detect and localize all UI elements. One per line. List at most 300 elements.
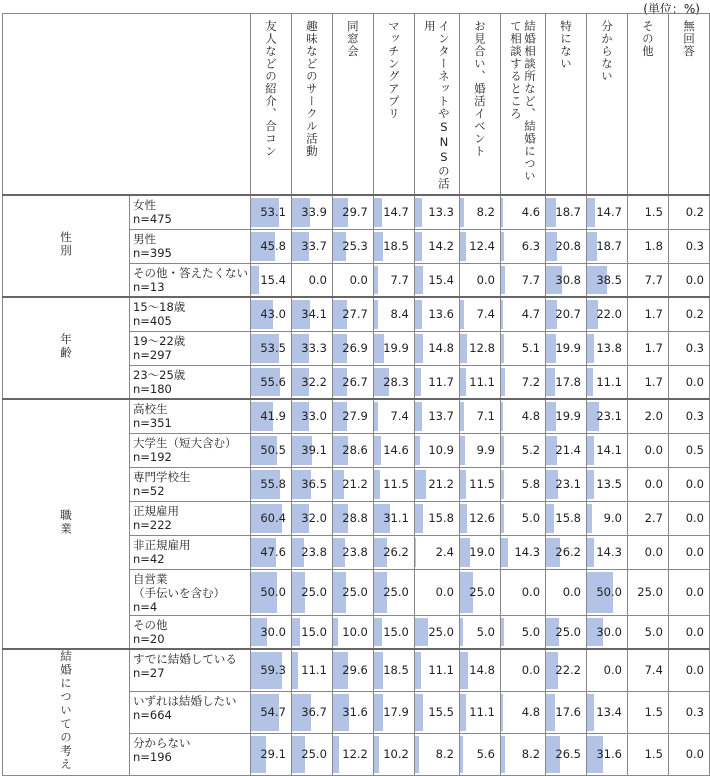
value-label: 12.8	[469, 341, 495, 355]
value-cell	[332, 535, 373, 569]
value-label: 0.0	[476, 272, 495, 287]
value-bar	[415, 368, 421, 397]
column-header	[668, 14, 709, 196]
value-label: 2.4	[435, 545, 454, 559]
value-bar	[587, 504, 592, 533]
value-label: 60.4	[260, 511, 286, 525]
value-bar	[374, 300, 378, 329]
value-label: 0.5	[685, 443, 704, 457]
value-cell	[291, 433, 332, 467]
value-cell	[627, 297, 668, 331]
value-bar	[460, 652, 468, 689]
value-cell	[332, 467, 373, 501]
value-label: 13.5	[596, 477, 622, 491]
value-label: 45.8	[260, 239, 286, 253]
value-cell	[587, 365, 628, 399]
value-label: 8.2	[521, 747, 541, 761]
value-bar	[460, 198, 464, 227]
value-cell	[414, 501, 459, 535]
value-cell	[332, 399, 373, 433]
value-cell	[414, 263, 459, 297]
value-label: 7.7	[644, 272, 663, 287]
value-bar	[292, 618, 300, 647]
value-bar	[415, 198, 422, 227]
value-cell	[251, 535, 292, 569]
value-label: 17.8	[555, 374, 581, 389]
value-bar	[251, 266, 259, 295]
value-bar	[374, 436, 382, 465]
value-label: 0.0	[685, 374, 704, 389]
value-label: 31.1	[383, 511, 409, 525]
value-cell	[500, 433, 545, 467]
value-cell	[668, 331, 709, 365]
value-cell	[251, 331, 292, 365]
value-bar	[460, 618, 463, 647]
value-label: 1.7	[644, 341, 663, 355]
table-row	[3, 195, 710, 229]
value-cell	[668, 297, 709, 331]
value-label: 10.0	[342, 624, 368, 639]
row-label	[130, 433, 251, 467]
value-label: 50.0	[260, 585, 286, 599]
value-cell	[414, 535, 459, 569]
column-header-label: その他	[640, 20, 655, 58]
value-label: 14.3	[596, 545, 622, 559]
value-label: 27.7	[342, 307, 368, 322]
value-cell	[627, 501, 668, 535]
value-cell	[500, 535, 545, 569]
value-cell	[587, 467, 628, 501]
value-cell	[332, 297, 373, 331]
value-label: 13.4	[596, 705, 622, 719]
value-cell	[414, 467, 459, 501]
value-cell	[587, 433, 628, 467]
column-header-label: 結婚相談所など、結婚について相談するところ	[508, 20, 537, 183]
value-cell	[587, 733, 628, 775]
value-cell	[500, 569, 545, 615]
row-label-name: 自営業	[133, 571, 168, 586]
value-label: 8.4	[390, 307, 409, 322]
value-cell	[459, 433, 500, 467]
value-cell	[627, 195, 668, 229]
group-label	[3, 297, 130, 399]
value-cell	[668, 433, 709, 467]
value-cell	[251, 263, 292, 297]
column-header-label: 分からない	[599, 20, 614, 83]
value-label: 14.3	[514, 545, 541, 559]
value-label: 50.0	[596, 585, 622, 599]
value-cell	[587, 229, 628, 263]
value-cell	[291, 229, 332, 263]
value-label: 54.7	[260, 705, 286, 719]
value-bar	[415, 334, 423, 363]
value-label: 0.3	[685, 239, 704, 253]
column-header-label: インターネットやSNSの活用	[422, 20, 451, 190]
value-cell	[500, 195, 545, 229]
value-cell	[373, 691, 414, 733]
value-cell	[373, 569, 414, 615]
value-cell	[332, 569, 373, 615]
value-label: 21.2	[428, 477, 454, 491]
value-cell	[627, 263, 668, 297]
column-header	[373, 14, 414, 196]
value-label: 4.8	[521, 409, 541, 424]
value-cell	[668, 569, 709, 615]
value-label: 25.0	[342, 585, 368, 599]
value-cell	[251, 691, 292, 733]
value-label: 0.0	[521, 585, 541, 599]
value-cell	[459, 691, 500, 733]
value-cell	[373, 615, 414, 649]
value-label: 26.5	[555, 747, 581, 761]
value-cell	[500, 297, 545, 331]
value-cell	[587, 195, 628, 229]
value-cell	[414, 229, 459, 263]
value-label: 55.8	[260, 477, 286, 491]
value-cell	[291, 691, 332, 733]
row-label-name: 大学生（短大含む）	[133, 435, 237, 450]
table-row	[3, 649, 710, 691]
value-label: 0.0	[644, 545, 663, 559]
value-label: 7.7	[390, 272, 409, 287]
value-bar	[546, 504, 554, 533]
value-label: 38.5	[596, 272, 622, 287]
value-cell	[587, 331, 628, 365]
value-cell	[500, 365, 545, 399]
value-label: 14.1	[596, 443, 622, 457]
value-label: 0.0	[603, 663, 622, 678]
value-label: 14.7	[596, 205, 622, 220]
value-cell	[668, 263, 709, 297]
value-cell	[251, 399, 292, 433]
value-cell	[373, 331, 414, 365]
value-bar	[415, 504, 423, 533]
value-label: 15.8	[428, 511, 454, 525]
value-cell	[251, 649, 292, 691]
value-label: 8.2	[435, 747, 454, 761]
value-label: 7.4	[644, 663, 663, 678]
value-label: 13.6	[428, 307, 454, 322]
row-label-name: 専門学校生	[133, 469, 191, 484]
row-sample-size: n=13	[133, 279, 165, 294]
row-label	[130, 331, 251, 365]
value-cell	[251, 501, 292, 535]
value-cell	[414, 569, 459, 615]
value-cell	[587, 615, 628, 649]
row-sample-size: n=297	[133, 347, 172, 362]
value-cell	[459, 535, 500, 569]
row-label-name: すでに結婚している	[133, 652, 237, 666]
row-label	[130, 501, 251, 535]
value-bar	[460, 232, 466, 261]
value-cell	[251, 615, 292, 649]
value-cell	[459, 501, 500, 535]
value-cell	[546, 399, 587, 433]
value-label: 0.0	[521, 663, 541, 678]
row-sample-size: n=42	[133, 551, 165, 566]
value-label: 1.5	[644, 747, 663, 761]
value-cell	[373, 467, 414, 501]
value-label: 18.7	[596, 239, 622, 253]
row-label-name: 23～25歳	[133, 367, 186, 382]
group-label-text: 結婚についての考え	[59, 650, 73, 772]
value-label: 14.8	[428, 341, 454, 355]
column-header	[414, 14, 459, 196]
value-label: 27.9	[342, 409, 368, 424]
value-label: 0.2	[685, 307, 704, 322]
value-label: 11.5	[383, 477, 409, 491]
row-label-name: 正規雇用	[133, 503, 179, 518]
group-label	[3, 649, 130, 775]
value-label: 2.0	[644, 409, 663, 424]
column-header-label: 特にない	[559, 20, 574, 70]
value-cell	[251, 733, 292, 775]
value-label: 25.0	[301, 747, 327, 761]
value-cell	[546, 297, 587, 331]
value-label: 15.4	[260, 272, 286, 287]
value-cell	[668, 195, 709, 229]
value-cell	[500, 399, 545, 433]
column-header-label: お見合い、婚活イベント	[472, 20, 487, 158]
value-cell	[459, 365, 500, 399]
value-label: 0.2	[685, 205, 704, 220]
value-label: 23.8	[301, 545, 327, 559]
value-cell	[332, 691, 373, 733]
value-cell	[668, 399, 709, 433]
table-row	[3, 399, 710, 433]
value-bar	[501, 368, 505, 397]
value-cell	[332, 649, 373, 691]
value-label: 23.8	[342, 545, 368, 559]
row-label-name: 高校生	[133, 402, 168, 416]
value-label: 0.0	[562, 585, 581, 599]
value-label: 11.1	[596, 374, 622, 389]
value-cell	[373, 433, 414, 467]
value-cell	[373, 297, 414, 331]
value-label: 15.8	[555, 511, 581, 525]
value-cell	[291, 649, 332, 691]
value-label: 0.0	[685, 511, 704, 525]
value-label: 5.6	[476, 747, 495, 761]
value-bar	[460, 402, 464, 431]
column-header-label: 同窓会	[345, 20, 360, 58]
value-label: 14.7	[383, 205, 409, 220]
value-cell	[587, 691, 628, 733]
value-label: 19.0	[469, 545, 495, 559]
value-label: 9.9	[476, 443, 495, 457]
value-label: 21.4	[555, 443, 581, 457]
value-cell	[373, 399, 414, 433]
value-cell	[373, 733, 414, 775]
row-sample-size: n=192	[133, 449, 172, 464]
value-label: 31.6	[342, 705, 368, 719]
value-cell	[414, 733, 459, 775]
value-bar	[460, 368, 466, 397]
value-cell	[627, 331, 668, 365]
value-bar	[501, 300, 503, 329]
value-label: 12.2	[342, 747, 368, 761]
value-label: 33.7	[301, 239, 327, 253]
value-cell	[414, 365, 459, 399]
value-label: 25.0	[637, 585, 663, 599]
value-cell	[627, 535, 668, 569]
value-label: 4.8	[521, 705, 541, 719]
value-cell	[332, 195, 373, 229]
value-bar	[415, 694, 423, 731]
value-cell	[546, 263, 587, 297]
value-cell	[627, 691, 668, 733]
row-sample-size: n=20	[133, 631, 165, 646]
value-label: 13.8	[596, 341, 622, 355]
group-label-text: 年齢	[59, 333, 73, 360]
value-cell	[459, 297, 500, 331]
value-cell	[459, 569, 500, 615]
group-label-text: 性別	[59, 231, 73, 258]
value-label: 43.0	[260, 307, 286, 322]
value-cell	[627, 433, 668, 467]
value-bar	[460, 436, 465, 465]
value-cell	[414, 649, 459, 691]
value-cell	[414, 691, 459, 733]
value-cell	[500, 467, 545, 501]
value-cell	[500, 263, 545, 297]
value-label: 50.5	[260, 443, 286, 457]
value-cell	[251, 569, 292, 615]
value-cell	[587, 569, 628, 615]
value-cell	[668, 535, 709, 569]
value-label: 10.9	[428, 443, 454, 457]
value-label: 32.0	[301, 511, 327, 525]
value-bar	[501, 436, 504, 465]
value-label: 30.0	[596, 624, 622, 639]
value-cell	[627, 615, 668, 649]
value-cell	[587, 535, 628, 569]
value-cell	[291, 501, 332, 535]
value-label: 0.3	[685, 409, 704, 424]
value-bar	[374, 694, 383, 731]
value-bar	[501, 618, 504, 647]
value-cell	[627, 229, 668, 263]
value-cell	[546, 501, 587, 535]
row-label-name: その他	[133, 617, 168, 632]
value-label: 7.1	[476, 409, 495, 424]
value-cell	[291, 733, 332, 775]
value-label: 1.7	[644, 307, 663, 322]
value-label: 31.6	[596, 747, 622, 761]
value-bar	[587, 198, 595, 227]
group-label	[3, 399, 130, 649]
value-cell	[251, 433, 292, 467]
row-label	[130, 733, 251, 775]
value-label: 15.4	[428, 272, 454, 287]
value-label: 11.1	[469, 705, 495, 719]
value-label: 1.8	[644, 239, 663, 253]
value-label: 55.6	[260, 374, 286, 389]
value-cell	[546, 569, 587, 615]
column-header	[251, 14, 292, 196]
value-label: 36.5	[301, 477, 327, 491]
value-bar	[546, 198, 556, 227]
value-label: 0.0	[685, 272, 704, 287]
value-cell	[587, 501, 628, 535]
value-bar	[415, 402, 422, 431]
row-label	[130, 297, 251, 331]
value-label: 0.0	[308, 272, 327, 287]
value-cell	[668, 467, 709, 501]
value-label: 9.0	[603, 511, 622, 525]
value-cell	[332, 501, 373, 535]
value-bar	[587, 368, 593, 397]
value-cell	[459, 649, 500, 691]
value-cell	[373, 535, 414, 569]
value-cell	[291, 331, 332, 365]
value-cell	[500, 501, 545, 535]
unit-label: (単位：%)	[643, 2, 700, 16]
value-label: 28.3	[383, 374, 409, 389]
value-label: 17.6	[555, 705, 581, 719]
value-cell	[587, 297, 628, 331]
value-cell	[373, 263, 414, 297]
value-cell	[251, 365, 292, 399]
row-label-name: 15～18歳	[133, 300, 186, 314]
column-header	[291, 14, 332, 196]
value-bar	[374, 266, 378, 295]
value-label: 5.0	[521, 624, 541, 639]
value-label: 59.3	[260, 663, 286, 678]
value-bar	[374, 232, 384, 261]
value-cell	[291, 365, 332, 399]
value-bar	[460, 694, 466, 731]
value-label: 11.5	[469, 477, 495, 491]
value-bar	[374, 736, 379, 773]
value-bar	[546, 694, 555, 731]
value-bar	[501, 504, 504, 533]
value-cell	[332, 229, 373, 263]
value-bar	[415, 470, 426, 499]
column-header	[587, 14, 628, 196]
value-label: 8.2	[476, 205, 495, 220]
row-label-name: （手伝いを含む）	[133, 585, 225, 600]
value-cell	[332, 263, 373, 297]
value-label: 6.3	[521, 239, 541, 253]
value-label: 15.0	[383, 624, 409, 639]
value-cell	[291, 297, 332, 331]
value-label: 18.5	[383, 239, 409, 253]
value-label: 25.0	[469, 585, 495, 599]
column-header-label: 趣味などのサークル活動	[304, 20, 319, 158]
value-label: 17.9	[383, 705, 409, 719]
value-label: 7.4	[476, 307, 495, 322]
value-label: 7.7	[521, 272, 541, 287]
value-cell	[627, 569, 668, 615]
row-sample-size: n=27	[133, 666, 165, 680]
value-cell	[414, 297, 459, 331]
value-bar	[415, 538, 416, 567]
value-label: 22.0	[596, 307, 622, 322]
row-label	[130, 399, 251, 433]
value-label: 33.3	[301, 341, 327, 355]
value-label: 4.6	[521, 205, 541, 220]
value-label: 2.7	[644, 511, 663, 525]
value-label: 5.0	[476, 624, 495, 639]
value-label: 5.0	[521, 511, 541, 525]
value-label: 25.0	[383, 585, 409, 599]
value-label: 26.2	[383, 545, 409, 559]
value-cell	[627, 467, 668, 501]
value-bar	[415, 652, 421, 689]
value-cell	[459, 229, 500, 263]
row-label	[130, 615, 251, 649]
